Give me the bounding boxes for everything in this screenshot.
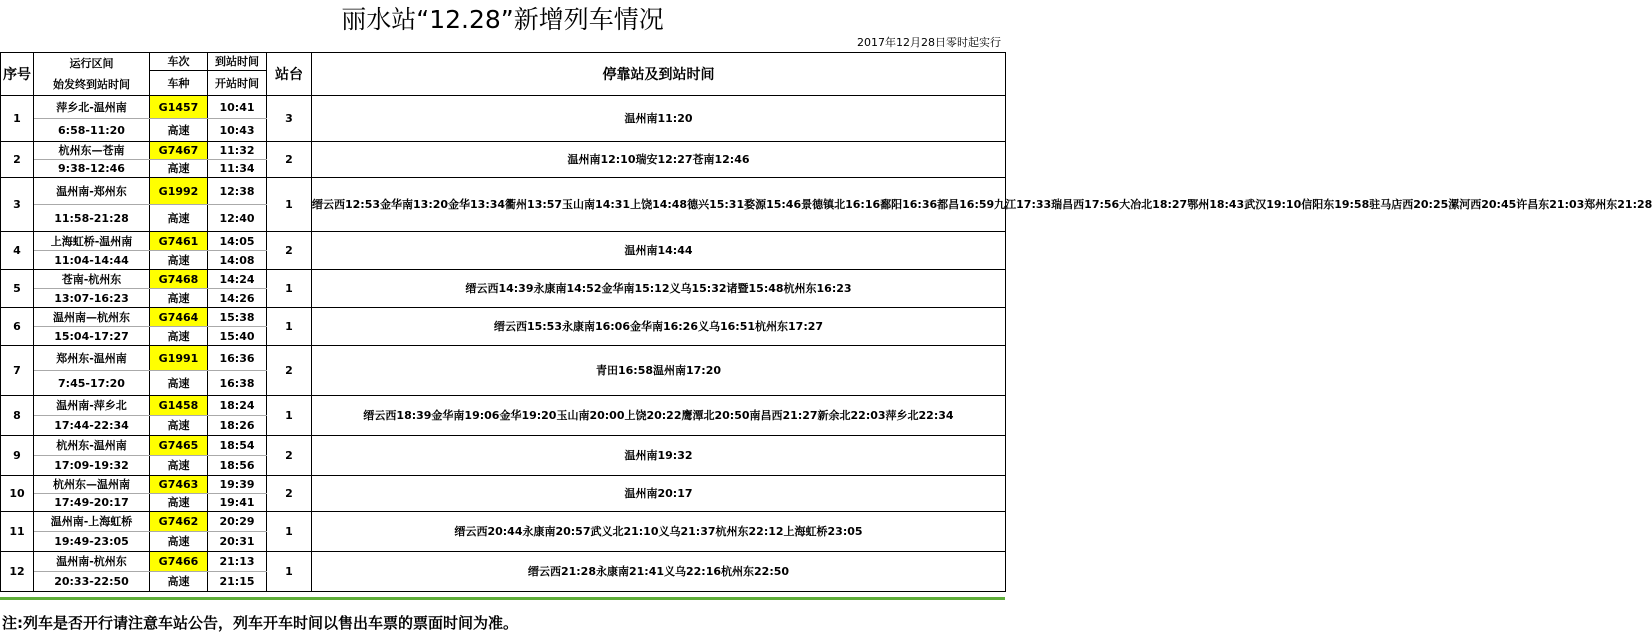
row-route: 杭州东-温州南 [34,436,150,456]
row-arrive-time: 14:05 [208,232,267,251]
row-arrive-time: 14:24 [208,270,267,289]
header-index: 序号 [1,53,34,96]
row-depart-time: 20:31 [208,532,267,552]
header-route [34,53,150,96]
row-index: 7 [1,346,34,396]
table-header [1,53,1006,96]
row-stops: 温州南12:10瑞安12:27苍南12:46 [312,142,1006,178]
row-times: 6:58-11:20 [34,119,150,142]
row-index: 10 [1,476,34,512]
footer-divider [0,597,1005,600]
table-row [1,308,1006,327]
row-train-type: 高速 [150,327,208,346]
row-train-type: 高速 [150,532,208,552]
row-route: 温州南-郑州东 [34,178,150,205]
header-stops: 停靠站及到站时间 [312,53,1006,96]
page-title: 丽水站“12.28”新增列车情况 [341,5,664,34]
row-route: 温州南—杭州东 [34,308,150,327]
row-stops: 缙云西12:53金华南13:20金华13:34衢州13:57玉山南14:31上饶14:48德兴15:31婺源15:46景德镇北16:16鄱阳16:36都昌16:59九江17:33瑞昌西17:56大冶北18:27鄂州18:43武汉19:10信阳东19:58驻马店西20:25漯河西20:45许昌东21:03郑州东21:28 [312,178,1006,232]
row-stops: 缙云西21:28永康南21:41义乌22:16杭州东22:50 [312,552,1006,592]
row-route: 郑州东-温州南 [34,346,150,371]
row-platform: 1 [267,270,312,308]
table-row [1,512,1006,532]
row-route: 苍南-杭州东 [34,270,150,289]
row-route: 杭州东—温州南 [34,476,150,494]
row-depart-time: 15:40 [208,327,267,346]
row-train-type: 高速 [150,251,208,270]
table-row [1,346,1006,371]
row-platform: 2 [267,346,312,396]
row-depart-time: 11:34 [208,160,267,178]
row-stops: 缙云西14:39永康南14:52金华南15:12义乌15:32诸暨15:48杭州东16:23 [312,270,1006,308]
row-platform: 2 [267,476,312,512]
row-stops: 缙云西18:39金华南19:06金华19:20玉山南20:00上饶20:22鹰潭北20:50南昌西21:27新余北22:03萍乡北22:34 [312,396,1006,436]
row-train-type: 高速 [150,371,208,396]
row-arrive-time: 15:38 [208,308,267,327]
row-train-code: G7464 [150,308,208,327]
row-index: 8 [1,396,34,436]
row-depart-time: 21:15 [208,572,267,592]
header-route-line2: 始发终到站时间 [53,78,130,91]
row-train-code: G1991 [150,346,208,371]
row-train-type: 高速 [150,416,208,436]
row-index: 12 [1,552,34,592]
row-train-code: G1992 [150,178,208,205]
row-depart-time: 19:41 [208,494,267,512]
row-train-code: G7463 [150,476,208,494]
row-times: 17:09-19:32 [34,456,150,476]
row-route: 杭州东—苍南 [34,142,150,160]
row-route: 温州南-上海虹桥 [34,512,150,532]
row-platform: 2 [267,436,312,476]
row-times: 13:07-16:23 [34,289,150,308]
row-platform: 1 [267,178,312,232]
row-train-code: G7468 [150,270,208,289]
table-body [1,96,1652,592]
row-arrive-time: 12:38 [208,178,267,205]
row-depart-time: 14:08 [208,251,267,270]
row-depart-time: 12:40 [208,205,267,232]
row-train-type: 高速 [150,572,208,592]
header-depart: 开站时间 [208,71,267,96]
row-depart-time: 10:43 [208,119,267,142]
row-index: 1 [1,96,34,142]
row-arrive-time: 11:32 [208,142,267,160]
row-times: 9:38-12:46 [34,160,150,178]
row-index: 5 [1,270,34,308]
row-arrive-time: 18:24 [208,396,267,416]
row-times: 11:04-14:44 [34,251,150,270]
row-arrive-time: 21:13 [208,552,267,572]
row-times: 17:49-20:17 [34,494,150,512]
effective-date-note: 2017年12月28日零时起实行 [857,36,1001,49]
table-row [1,552,1006,572]
row-train-code: G1457 [150,96,208,119]
row-index: 11 [1,512,34,552]
row-route: 温州南-杭州东 [34,552,150,572]
table-row [1,142,1006,160]
row-train-type: 高速 [150,119,208,142]
row-arrive-time: 19:39 [208,476,267,494]
table-row [1,396,1006,416]
row-train-code: G7466 [150,552,208,572]
row-index: 4 [1,232,34,270]
row-train-type: 高速 [150,456,208,476]
row-train-code: G1458 [150,396,208,416]
row-arrive-time: 18:54 [208,436,267,456]
row-arrive-time: 10:41 [208,96,267,119]
row-times: 19:49-23:05 [34,532,150,552]
row-train-code: G7465 [150,436,208,456]
row-stops: 温州南11:20 [312,96,1006,142]
row-times: 11:58-21:28 [34,205,150,232]
row-arrive-time: 20:29 [208,512,267,532]
row-platform: 2 [267,232,312,270]
row-index: 2 [1,142,34,178]
row-route: 上海虹桥-温州南 [34,232,150,251]
row-times: 15:04-17:27 [34,327,150,346]
header-train-no: 车次 [150,53,208,71]
row-stops: 温州南20:17 [312,476,1006,512]
table-row [1,270,1006,289]
row-train-type: 高速 [150,289,208,308]
row-train-type: 高速 [150,205,208,232]
row-times: 7:45-17:20 [34,371,150,396]
table-row [1,476,1006,494]
row-platform: 2 [267,142,312,178]
row-train-code: G7461 [150,232,208,251]
row-platform: 1 [267,512,312,552]
row-depart-time: 18:26 [208,416,267,436]
row-train-type: 高速 [150,494,208,512]
row-platform: 3 [267,96,312,142]
row-train-code: G7467 [150,142,208,160]
row-train-type: 高速 [150,160,208,178]
row-depart-time: 16:38 [208,371,267,396]
row-index: 6 [1,308,34,346]
header-arrive: 到站时间 [208,53,267,71]
row-train-code: G7462 [150,512,208,532]
row-route: 温州南-萍乡北 [34,396,150,416]
row-platform: 1 [267,552,312,592]
row-index: 9 [1,436,34,476]
schedule-table [0,52,1652,592]
header-route-line1: 运行区间 [69,57,114,70]
header-train-type: 车种 [150,71,208,96]
table-row [1,436,1006,456]
row-depart-time: 14:26 [208,289,267,308]
row-arrive-time: 16:36 [208,346,267,371]
row-index: 3 [1,178,34,232]
row-stops: 青田16:58温州南17:20 [312,346,1006,396]
header-platform: 站台 [267,53,312,96]
row-stops: 温州南19:32 [312,436,1006,476]
row-stops: 温州南14:44 [312,232,1006,270]
footer-note: 注:列车是否开行请注意车站公告，列车开车时间以售出车票的票面时间为准。 [2,614,519,632]
row-route: 萍乡北-温州南 [34,96,150,119]
table-row [1,178,1006,205]
table-row [1,96,1006,119]
row-times: 17:44-22:34 [34,416,150,436]
table-row [1,232,1006,251]
row-depart-time: 18:56 [208,456,267,476]
row-platform: 1 [267,396,312,436]
row-platform: 1 [267,308,312,346]
row-stops: 缙云西15:53永康南16:06金华南16:26义乌16:51杭州东17:27 [312,308,1006,346]
row-times: 20:33-22:50 [34,572,150,592]
row-stops: 缙云西20:44永康南20:57武义北21:10义乌21:37杭州东22:12上海虹桥23:05 [312,512,1006,552]
